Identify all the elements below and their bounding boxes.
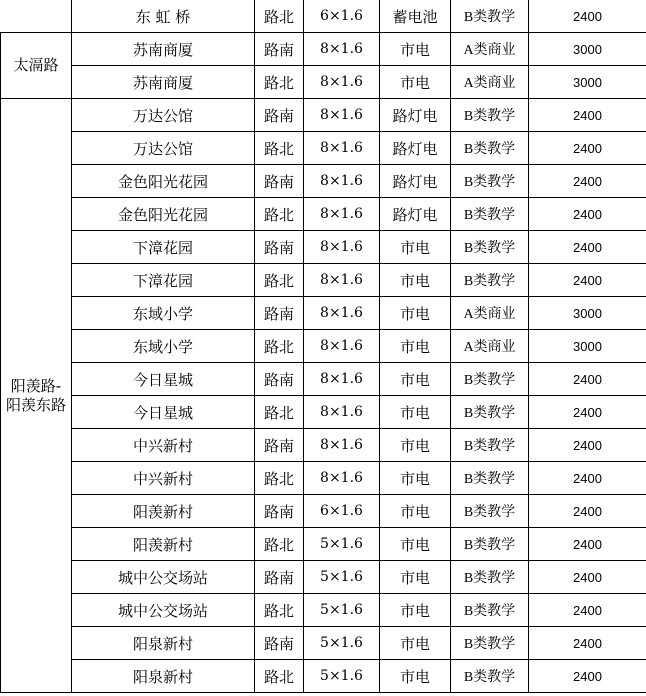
power-cell: 市电: [380, 495, 451, 528]
road-name-line: 阳羡路-: [10, 376, 62, 395]
side-cell: 路北: [255, 396, 304, 429]
power-cell: 市电: [380, 66, 451, 99]
location-cell: 今日星城: [72, 363, 255, 396]
size-cell: 8×1.6: [304, 99, 380, 132]
location-cell: 阳羡新村: [72, 495, 255, 528]
table-row: [1, 660, 646, 693]
category-cell: A类商业: [451, 33, 529, 66]
location-cell: 下漳花园: [72, 264, 255, 297]
power-cell: 路灯电: [380, 198, 451, 231]
power-cell: 市电: [380, 297, 451, 330]
size-cell: 8×1.6: [304, 165, 380, 198]
side-cell: 路北: [255, 66, 304, 99]
location-cell: 苏南商厦: [72, 66, 255, 99]
table-row: [1, 429, 646, 462]
table-row: [1, 0, 646, 33]
category-cell: B类教学: [451, 264, 529, 297]
location-cell: 中兴新村: [72, 429, 255, 462]
price-cell: 2400: [529, 462, 646, 495]
size-cell: 8×1.6: [304, 66, 380, 99]
size-cell: 8×1.6: [304, 264, 380, 297]
size-cell: 5×1.6: [304, 528, 380, 561]
price-cell: 3000: [529, 297, 646, 330]
power-cell: 路灯电: [380, 132, 451, 165]
table-row: [1, 594, 646, 627]
power-cell: 市电: [380, 33, 451, 66]
category-cell: B类教学: [451, 528, 529, 561]
side-cell: 路北: [255, 132, 304, 165]
category-cell: B类教学: [451, 363, 529, 396]
location-cell: 城中公交场站: [72, 594, 255, 627]
road-cell: [1, 33, 72, 99]
category-cell: A类商业: [451, 66, 529, 99]
location-cell: 阳泉新村: [72, 627, 255, 660]
category-cell: B类教学: [451, 165, 529, 198]
side-cell: 路北: [255, 198, 304, 231]
size-cell: 5×1.6: [304, 561, 380, 594]
side-cell: 路南: [255, 561, 304, 594]
side-cell: 路北: [255, 660, 304, 693]
size-cell: 8×1.6: [304, 330, 380, 363]
side-cell: 路北: [255, 0, 304, 33]
side-cell: 路南: [255, 429, 304, 462]
location-cell: 东域小学: [72, 330, 255, 363]
location-cell: 金色阳光花园: [72, 165, 255, 198]
price-cell: 3000: [529, 66, 646, 99]
price-cell: 2400: [529, 594, 646, 627]
price-cell: 2400: [529, 231, 646, 264]
size-cell: 8×1.6: [304, 33, 380, 66]
price-cell: 2400: [529, 363, 646, 396]
side-cell: 路南: [255, 627, 304, 660]
location-cell: 下漳花园: [72, 231, 255, 264]
table-row: [1, 462, 646, 495]
power-cell: 路灯电: [380, 99, 451, 132]
side-cell: 路北: [255, 264, 304, 297]
table-row: [1, 363, 646, 396]
location-cell: 东域小学: [72, 297, 255, 330]
location-cell: 中兴新村: [72, 462, 255, 495]
price-cell: 2400: [529, 165, 646, 198]
category-cell: B类教学: [451, 0, 529, 33]
side-cell: 路北: [255, 528, 304, 561]
price-cell: 2400: [529, 429, 646, 462]
location-cell: 城中公交场站: [72, 561, 255, 594]
category-cell: A类商业: [451, 297, 529, 330]
power-cell: 市电: [380, 396, 451, 429]
price-cell: 2400: [529, 132, 646, 165]
power-cell: 市电: [380, 561, 451, 594]
side-cell: 路北: [255, 462, 304, 495]
price-cell: 2400: [529, 99, 646, 132]
category-cell: B类教学: [451, 594, 529, 627]
table-row: [1, 165, 646, 198]
price-cell: 2400: [529, 198, 646, 231]
size-cell: 8×1.6: [304, 462, 380, 495]
price-cell: 3000: [529, 330, 646, 363]
power-cell: 蓄电池: [380, 0, 451, 33]
location-cell: 万达公馆: [72, 99, 255, 132]
price-cell: 2400: [529, 264, 646, 297]
category-cell: B类教学: [451, 660, 529, 693]
size-cell: 8×1.6: [304, 363, 380, 396]
side-cell: 路北: [255, 594, 304, 627]
price-cell: 2400: [529, 495, 646, 528]
location-cell: 苏南商厦: [72, 33, 255, 66]
side-cell: 路北: [255, 330, 304, 363]
price-cell: 2400: [529, 528, 646, 561]
power-cell: 市电: [380, 231, 451, 264]
table-row: [1, 99, 646, 132]
size-cell: 6×1.6: [304, 495, 380, 528]
side-cell: 路南: [255, 231, 304, 264]
size-cell: 5×1.6: [304, 594, 380, 627]
road-cell: [1, 0, 72, 33]
table-row: [1, 297, 646, 330]
size-cell: 8×1.6: [304, 231, 380, 264]
road-name-line: 阳羡东路: [5, 395, 66, 414]
side-cell: 路南: [255, 33, 304, 66]
size-cell: 8×1.6: [304, 132, 380, 165]
size-cell: 8×1.6: [304, 198, 380, 231]
table-row: [1, 231, 646, 264]
category-cell: B类教学: [451, 99, 529, 132]
road-name: 太滆路: [13, 56, 59, 74]
category-cell: B类教学: [451, 198, 529, 231]
category-cell: B类教学: [451, 396, 529, 429]
category-cell: B类教学: [451, 429, 529, 462]
power-cell: 市电: [380, 627, 451, 660]
power-cell: 市电: [380, 363, 451, 396]
side-cell: 路南: [255, 99, 304, 132]
side-cell: 路南: [255, 363, 304, 396]
location-cell: 今日星城: [72, 396, 255, 429]
category-cell: B类教学: [451, 231, 529, 264]
location-cell: 阳泉新村: [72, 660, 255, 693]
category-cell: B类教学: [451, 132, 529, 165]
road-cell: [1, 99, 72, 693]
table-row: [1, 528, 646, 561]
power-cell: 市电: [380, 528, 451, 561]
price-cell: 2400: [529, 0, 646, 33]
table-body: [1, 0, 646, 693]
location-cell: 阳羡新村: [72, 528, 255, 561]
power-cell: 市电: [380, 264, 451, 297]
side-cell: 路南: [255, 495, 304, 528]
location-cell: 东 虹 桥: [72, 0, 255, 33]
location-cell: 万达公馆: [72, 132, 255, 165]
table-row: [1, 198, 646, 231]
table-row: [1, 33, 646, 66]
category-cell: B类教学: [451, 495, 529, 528]
table-row: [1, 264, 646, 297]
price-cell: 2400: [529, 660, 646, 693]
price-cell: 2400: [529, 627, 646, 660]
category-cell: A类商业: [451, 330, 529, 363]
location-cell: 金色阳光花园: [72, 198, 255, 231]
size-cell: 5×1.6: [304, 660, 380, 693]
category-cell: B类教学: [451, 627, 529, 660]
power-cell: 路灯电: [380, 165, 451, 198]
table-row: [1, 396, 646, 429]
size-cell: 5×1.6: [304, 627, 380, 660]
power-cell: 市电: [380, 594, 451, 627]
table-row: [1, 495, 646, 528]
table-row: [1, 66, 646, 99]
side-cell: 路南: [255, 297, 304, 330]
size-cell: 6×1.6: [304, 0, 380, 33]
side-cell: 路南: [255, 165, 304, 198]
size-cell: 8×1.6: [304, 297, 380, 330]
price-cell: 2400: [529, 396, 646, 429]
category-cell: B类教学: [451, 462, 529, 495]
size-cell: 8×1.6: [304, 429, 380, 462]
size-cell: 8×1.6: [304, 396, 380, 429]
power-cell: 市电: [380, 462, 451, 495]
table-row: [1, 330, 646, 363]
category-cell: B类教学: [451, 561, 529, 594]
table-row: [1, 132, 646, 165]
table-row: [1, 561, 646, 594]
power-cell: 市电: [380, 660, 451, 693]
price-cell: 2400: [529, 561, 646, 594]
power-cell: 市电: [380, 429, 451, 462]
price-cell: 3000: [529, 33, 646, 66]
power-cell: 市电: [380, 330, 451, 363]
table-row: [1, 627, 646, 660]
